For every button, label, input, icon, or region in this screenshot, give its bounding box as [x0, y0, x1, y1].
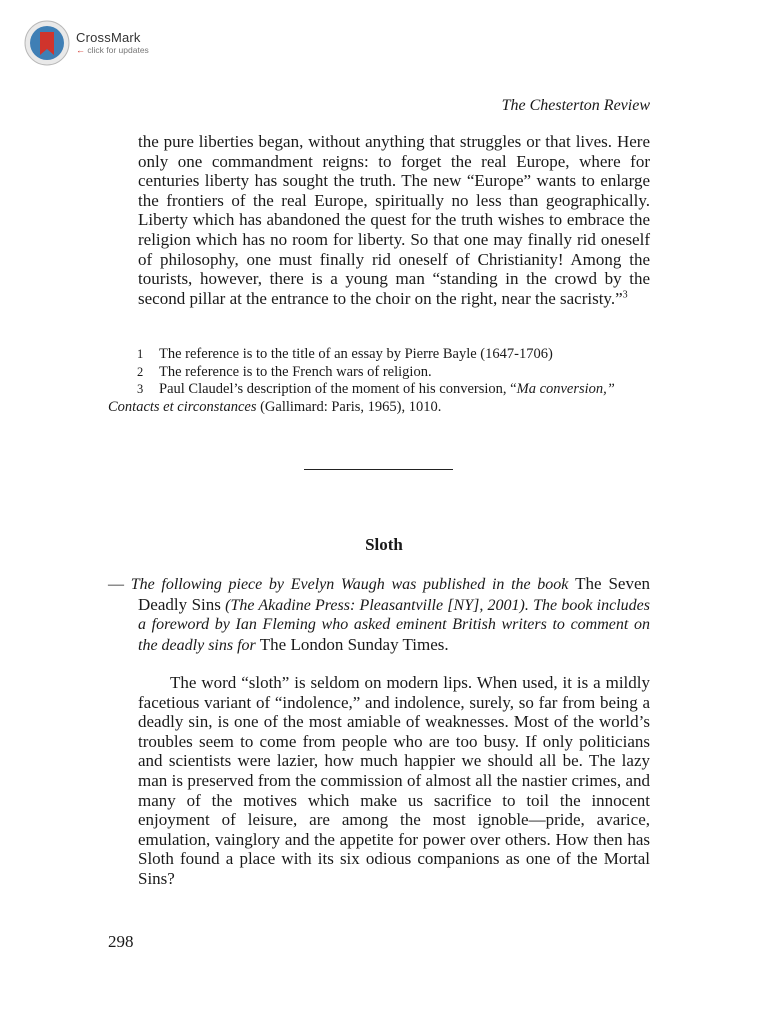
- footnote-number: 2: [137, 364, 144, 379]
- crossmark-logo-icon: [24, 20, 70, 66]
- intro-dash: —: [108, 576, 124, 593]
- footnote-ref[interactable]: 3: [622, 289, 628, 301]
- intro-italic-1: The following piece by Evelyn Waugh was published in the book: [130, 576, 569, 593]
- book-title: The Seven Deadly Sins: [138, 574, 651, 614]
- footnote-3: [108, 381, 653, 399]
- footnote-italic: Ma conversion,”: [516, 381, 615, 397]
- footnote-number: 1: [137, 347, 144, 361]
- newspaper-title: The London Sunday Times: [259, 634, 445, 654]
- paragraph-body: the pure liberties began, without anything that struggles or that lives. Here only one commandment reigns: to forget the real Europe, where for centuries liberty has sought the truth. The new “Europe” wants to enlarge the frontiers of the real Europe, spiritually no less than geographically. Liberty which has abandoned the quest for the truth wishes to embrace the religion which has no room for liberty. So that one may finally rid oneself of philosophy, one must finally rid oneself of Christianity! Among the tourists, however, there is a young man “standing in the crowd by the second pillar at the entrance to the choir on the right, near the sacristy.”: [138, 132, 650, 308]
- paragraph-text: The word “sloth” is seldom on modern lips. When used, it is a mildly facetious variant of “indolence,” and indolence, surely, so far from being a deadly sin, is one of the most amiable of weaknesses. Most of the world’s troubles seem to come from people who are too busy. If only politicians and scientists were lazier, how much happier we should all be. The lazy man is preserved from the commission of almost all the nastier crimes, and many of the motives which make us sacrifice to toil the innocent enjoyment of leisure, are among the most ignoble—pride, avarice, emulation, vainglory and the appetite for power over others. How then has Sloth found a place with its six odious companions as one of the Mortal Sins?: [138, 673, 650, 888]
- footnote-text: The reference is to the French wars of religion.: [159, 363, 432, 380]
- intro-italic-2: (The Akadine Press: Pleasantville [NY], 2001). The book includes a foreword by Ian Fleming who asked eminent British writers to comment on the deadly sins for: [138, 596, 651, 654]
- footnote-text: (Gallimard: Paris, 1965), 1010.: [256, 398, 442, 415]
- crossmark-text: [76, 31, 149, 55]
- body-paragraph: [138, 673, 650, 889]
- crossmark-badge[interactable]: [24, 20, 149, 66]
- intro-text: [108, 574, 650, 655]
- intro-note: [108, 574, 650, 655]
- section-title: Sloth: [365, 535, 403, 554]
- crossmark-subtitle-text: click for updates: [87, 45, 149, 55]
- footnote-italic-title: Contacts et circonstances: [108, 398, 257, 415]
- paragraph-text: [138, 132, 650, 308]
- intro-end: .: [444, 634, 449, 654]
- crossmark-subtitle: [76, 46, 149, 55]
- crossmark-title: CrossMark: [76, 30, 141, 45]
- footnote-number: 3: [137, 382, 144, 396]
- running-head: The Chesterton Review: [501, 97, 650, 114]
- arrow-left-icon: ←: [76, 45, 85, 55]
- footnote-2: [108, 364, 653, 382]
- footnotes: [108, 346, 653, 416]
- footnote-3-continued: [108, 399, 653, 417]
- continued-paragraph: [138, 132, 650, 308]
- page-number: 298: [108, 932, 134, 951]
- section-separator: [304, 469, 453, 470]
- footnote-text: The reference is to the title of an essay by Pierre Bayle (1647-1706): [159, 346, 553, 362]
- footnote-text: Paul Claudel’s description of the moment of his conversion, “: [159, 381, 517, 397]
- footnote-1: [108, 346, 653, 364]
